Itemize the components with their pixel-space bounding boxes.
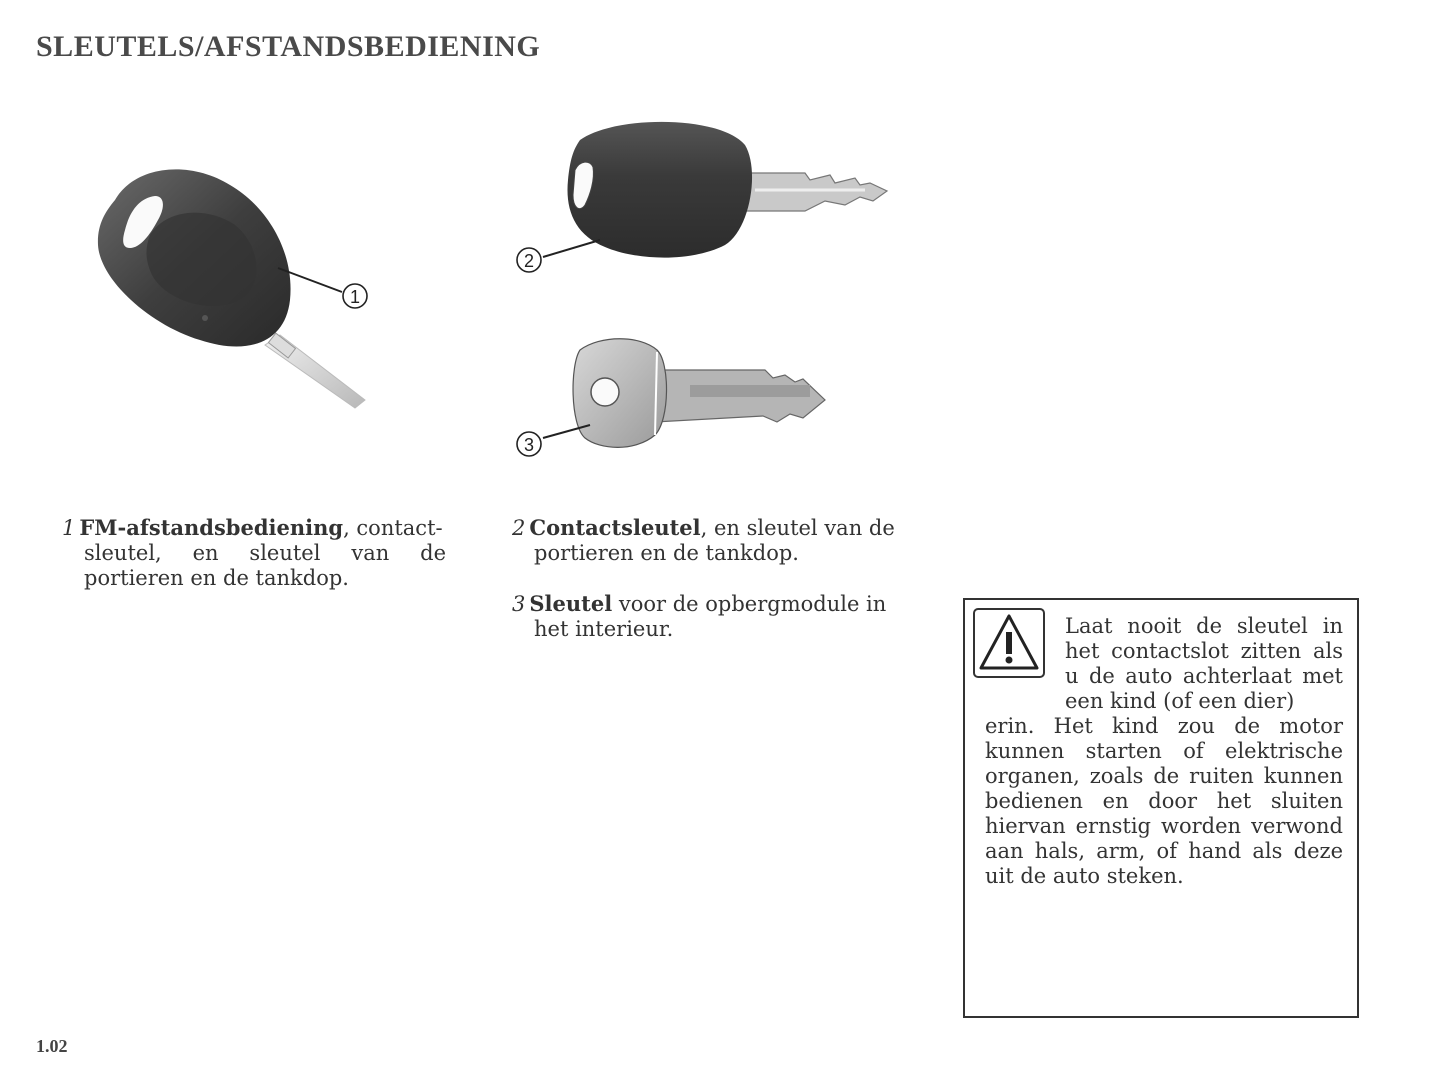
caption-term: Sleutel — [529, 591, 613, 616]
warning-body-text: erin. Het kind zou de motor kunnen starten of elektrische organen, zoals de ruiten kunnen bedienen en door het sluiten hiervan ernstig worden verwond aan hals, arm, of hand als deze uit de auto steken. — [985, 714, 1343, 888]
callout-2: 2 — [523, 251, 535, 271]
caption-text: , contact- — [343, 516, 443, 540]
caption-continuation: portieren en de tankdop. — [534, 541, 799, 565]
page-number: 1.02 — [36, 1036, 68, 1056]
caption-term: FM-afstandsbediening — [79, 515, 344, 540]
caption-continuation: het interieur. — [534, 617, 674, 641]
caption-number: 3 — [512, 592, 526, 616]
callout-1: 1 — [349, 287, 361, 307]
caption-text: voor de opbergmodule in — [612, 592, 887, 616]
caption-ignition-key — [512, 515, 904, 566]
caption-remote-key — [62, 515, 446, 591]
caption-number: 2 — [512, 516, 526, 540]
warning-box — [963, 598, 1359, 1018]
caption-continuation: sleutel, en sleutel van de portieren en de tankdop. — [84, 541, 446, 590]
warning-lead-text: Laat nooit de sleutel in het contactslot zitten als u de auto achterlaat met een kind (of een dier) — [1065, 614, 1343, 713]
warning-triangle-icon — [973, 608, 1045, 678]
caption-number: 1 — [62, 516, 76, 540]
caption-text: , en sleutel van de — [700, 516, 895, 540]
ignition-key-illustration — [505, 115, 895, 280]
storage-key-illustration — [505, 330, 835, 465]
caption-storage-key — [512, 591, 904, 642]
callout-3: 3 — [523, 435, 535, 455]
page-title: SLEUTELS/AFSTANDSBEDIENING — [36, 30, 541, 63]
remote-key-illustration — [80, 160, 390, 420]
caption-term: Contactsleutel — [529, 515, 701, 540]
